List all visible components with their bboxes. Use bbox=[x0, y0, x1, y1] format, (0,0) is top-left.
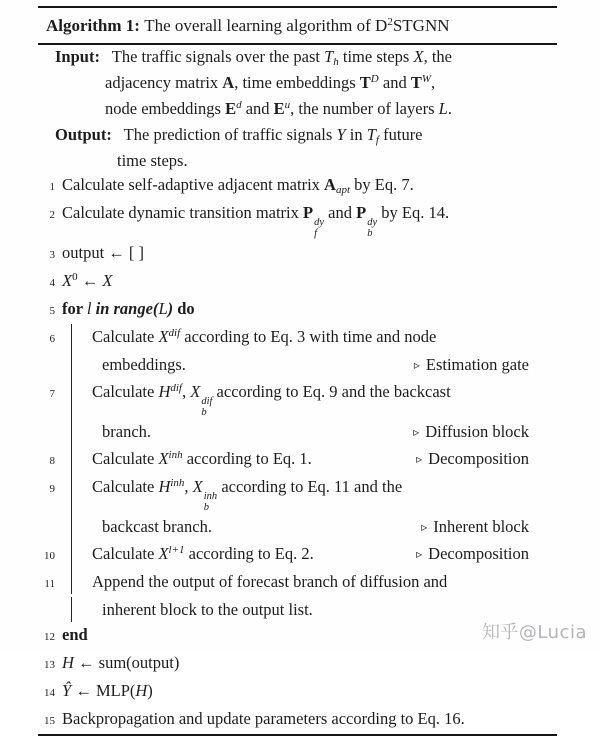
math-symbol: d bbox=[236, 99, 242, 111]
algo-line-11 bbox=[38, 569, 557, 597]
text-run: Output: bbox=[55, 125, 112, 144]
algo-line-1 bbox=[38, 172, 557, 200]
math-symbol: u bbox=[284, 99, 291, 111]
text-run: future bbox=[378, 125, 423, 144]
line-body bbox=[71, 541, 529, 569]
line-body bbox=[71, 569, 529, 594]
math-symbol: A bbox=[324, 175, 336, 194]
math-symbol: in bbox=[95, 299, 114, 318]
text-run: branch. bbox=[102, 422, 152, 441]
line-text bbox=[102, 352, 186, 377]
line-body bbox=[55, 268, 529, 296]
line-number: 9 bbox=[49, 483, 55, 495]
math-symbol: H bbox=[135, 681, 148, 700]
line-text bbox=[62, 200, 449, 240]
math-symbol: f bbox=[375, 134, 379, 146]
line-text bbox=[92, 379, 451, 419]
text-run: end bbox=[62, 625, 88, 644]
math-symbol: L bbox=[158, 299, 168, 318]
line-text bbox=[105, 73, 435, 92]
math-symbol: H bbox=[158, 382, 171, 401]
text-run: according to Eq. 1. bbox=[182, 449, 312, 468]
math-symbol: X bbox=[102, 271, 113, 290]
algo-line-8 bbox=[38, 446, 557, 474]
text-run: The prediction of traffic signals bbox=[119, 125, 337, 144]
text-run: according to Eq. 9 and the backcast bbox=[212, 382, 451, 401]
math-symbol: X bbox=[413, 47, 424, 66]
math-symbol: h bbox=[333, 56, 339, 68]
math-stack: dy f bbox=[314, 217, 325, 239]
text-run: , bbox=[181, 382, 191, 401]
line-text bbox=[92, 541, 314, 569]
inline-comment bbox=[413, 419, 529, 446]
math-symbol: Ŷ bbox=[62, 681, 72, 700]
text-run: , the number of layers bbox=[290, 99, 439, 118]
comment-triangle-icon: ▹ bbox=[413, 358, 420, 372]
line-body bbox=[71, 446, 529, 474]
inline-comment bbox=[416, 446, 529, 473]
math-symbol: 2 bbox=[387, 16, 393, 28]
math-symbol: X bbox=[158, 327, 169, 346]
text-run: Calculate dynamic transition matrix bbox=[62, 203, 304, 222]
text-run: , bbox=[184, 477, 193, 496]
text-run: Calculate bbox=[92, 449, 159, 468]
text-run: ← bbox=[77, 271, 103, 290]
line-body bbox=[55, 622, 529, 647]
math-symbol: T bbox=[410, 73, 422, 92]
text-run: Append the output of forecast branch of diffusion and bbox=[92, 572, 448, 591]
text-run: time steps bbox=[338, 47, 414, 66]
comment-triangle-icon: ▹ bbox=[416, 452, 423, 466]
comment-triangle-icon: ▹ bbox=[421, 520, 428, 534]
algo-line-13 bbox=[38, 650, 557, 678]
algo-line-4 bbox=[38, 268, 557, 296]
text-run: and bbox=[324, 203, 357, 222]
line-body bbox=[71, 419, 529, 446]
math-symbol: D bbox=[370, 73, 379, 85]
text-run: adjacency matrix bbox=[105, 73, 223, 92]
line-body bbox=[71, 324, 529, 352]
text-run: for bbox=[62, 299, 87, 318]
math-symbol: X bbox=[190, 382, 201, 401]
line-text bbox=[102, 597, 313, 622]
line-text bbox=[62, 650, 179, 675]
text-run: backcast branch. bbox=[102, 517, 212, 536]
math-symbol: Y bbox=[336, 125, 346, 144]
algo-line bbox=[38, 97, 557, 123]
line-number: 6 bbox=[49, 333, 55, 345]
line-number: 7 bbox=[49, 388, 55, 400]
text-run: according to Eq. 3 with time and node bbox=[180, 327, 437, 346]
algo-line bbox=[38, 419, 557, 446]
text-run: and bbox=[378, 73, 411, 92]
line-text bbox=[62, 706, 465, 731]
line-text bbox=[92, 474, 402, 514]
math-symbol: H bbox=[158, 477, 171, 496]
text-run: ) bbox=[147, 681, 153, 700]
text-run: and bbox=[241, 99, 274, 118]
math-symbol: l+1 bbox=[168, 544, 185, 556]
line-number: 11 bbox=[44, 578, 55, 590]
inline-comment bbox=[416, 541, 529, 568]
text-run: ← MLP( bbox=[71, 681, 136, 700]
line-number: 8 bbox=[49, 455, 55, 467]
text-run: , bbox=[431, 73, 436, 92]
line-number: 10 bbox=[44, 550, 55, 562]
math-stack: dy b bbox=[367, 217, 378, 239]
algorithm-rows bbox=[38, 45, 557, 734]
inline-comment bbox=[414, 352, 529, 379]
math-symbol: dif bbox=[170, 382, 182, 394]
line-number: 14 bbox=[44, 687, 55, 699]
text-run: . bbox=[447, 99, 452, 118]
math-symbol: X bbox=[158, 544, 169, 563]
line-body bbox=[55, 240, 529, 265]
algo-line-5 bbox=[38, 296, 557, 324]
comment-text: Inherent block bbox=[433, 517, 529, 536]
text-run: Calculate bbox=[92, 327, 159, 346]
algo-line-12 bbox=[38, 622, 557, 650]
line-text bbox=[62, 678, 153, 703]
line-text bbox=[62, 268, 112, 296]
line-number: 2 bbox=[49, 209, 55, 221]
text-run: Calculate self-adaptive adjacent matrix bbox=[62, 175, 325, 194]
math-symbol: T bbox=[366, 125, 376, 144]
text-run: do bbox=[173, 299, 195, 318]
text-run: node embeddings bbox=[105, 99, 226, 118]
line-text bbox=[55, 125, 423, 144]
text-run: Input: bbox=[55, 47, 100, 66]
math-symbol: dif bbox=[168, 327, 181, 339]
text-run: , time embeddings bbox=[234, 73, 360, 92]
math-symbol: A bbox=[222, 73, 235, 92]
line-text bbox=[92, 569, 447, 594]
line-text bbox=[62, 622, 88, 647]
math-symbol: W bbox=[421, 73, 432, 85]
line-body bbox=[55, 200, 529, 240]
line-number: 5 bbox=[49, 305, 55, 317]
text-run: STGNN bbox=[392, 16, 450, 35]
comment-triangle-icon: ▹ bbox=[413, 425, 420, 439]
line-text bbox=[92, 446, 312, 474]
algo-line-10 bbox=[38, 541, 557, 569]
line-number: 15 bbox=[44, 715, 55, 727]
math-symbol: T bbox=[324, 47, 334, 66]
text-run: ← sum(output) bbox=[73, 653, 180, 672]
comment-text: Estimation gate bbox=[425, 355, 529, 374]
math-stack: dif b bbox=[201, 396, 213, 418]
algo-line-3 bbox=[38, 240, 557, 268]
comment-text: Decomposition bbox=[428, 449, 529, 468]
math-symbol: E bbox=[225, 99, 237, 118]
math-symbol: ) bbox=[167, 299, 174, 318]
algo-line bbox=[38, 514, 557, 541]
text-run: Calculate bbox=[92, 382, 159, 401]
text-run: time steps. bbox=[117, 151, 188, 170]
algo-line-6 bbox=[38, 324, 557, 352]
math-symbol: X bbox=[62, 271, 73, 290]
line-body bbox=[71, 514, 529, 541]
algo-line bbox=[38, 352, 557, 379]
line-body bbox=[71, 379, 529, 419]
math-symbol: inh bbox=[170, 477, 185, 489]
algo-line bbox=[38, 45, 557, 71]
line-text bbox=[92, 324, 436, 352]
algo-line bbox=[38, 123, 557, 149]
text-run: Backpropagation and update parameters according to Eq. 16. bbox=[62, 709, 465, 728]
math-stack: inh b bbox=[203, 491, 218, 513]
line-body bbox=[71, 474, 529, 514]
math-symbol: inh bbox=[168, 449, 183, 461]
algo-line bbox=[38, 71, 557, 97]
line-number: 13 bbox=[44, 659, 55, 671]
algo-line bbox=[38, 149, 557, 172]
algo-line-9 bbox=[38, 474, 557, 514]
line-text bbox=[117, 151, 188, 170]
math-symbol: P bbox=[303, 203, 314, 222]
line-text bbox=[62, 296, 195, 321]
inline-comment bbox=[421, 514, 529, 541]
math-symbol: T bbox=[359, 73, 371, 92]
line-body bbox=[71, 597, 529, 622]
algo-line-2 bbox=[38, 200, 557, 240]
math-symbol: P bbox=[356, 203, 367, 222]
text-run: embeddings. bbox=[102, 355, 186, 374]
line-text bbox=[102, 514, 212, 539]
line-body bbox=[71, 352, 529, 379]
line-number: 1 bbox=[49, 181, 55, 193]
text-run: The traffic signals over the past bbox=[107, 47, 325, 66]
line-text bbox=[105, 99, 452, 118]
text-run: by Eq. 14. bbox=[377, 203, 450, 222]
text-run: according to Eq. 2. bbox=[184, 544, 314, 563]
text-run: according to Eq. 11 and the bbox=[217, 477, 403, 496]
line-number: 4 bbox=[49, 277, 55, 289]
algo-line-14 bbox=[38, 678, 557, 706]
algo-line-15 bbox=[38, 706, 557, 734]
algo-line-7 bbox=[38, 379, 557, 419]
math-symbol: 0 bbox=[72, 271, 78, 283]
comment-triangle-icon: ▹ bbox=[416, 547, 423, 561]
math-symbol: apt bbox=[335, 184, 351, 196]
math-symbol: range( bbox=[113, 299, 159, 318]
math-symbol: L bbox=[438, 99, 448, 118]
line-body bbox=[55, 678, 529, 703]
line-body bbox=[55, 296, 529, 321]
line-body bbox=[55, 172, 529, 200]
text-run: The overall learning algorithm of D bbox=[144, 16, 388, 35]
line-number: 3 bbox=[49, 249, 55, 261]
text-run: Calculate bbox=[92, 544, 159, 563]
math-symbol: l bbox=[86, 299, 96, 318]
math-symbol: H bbox=[62, 653, 74, 672]
line-body bbox=[55, 650, 529, 675]
algo-line bbox=[38, 597, 557, 622]
math-symbol: X bbox=[158, 449, 169, 468]
text-run: Calculate bbox=[92, 477, 159, 496]
watermark: 知乎@Lucia bbox=[481, 622, 587, 643]
text-run: by Eq. 7. bbox=[350, 175, 414, 194]
line-text bbox=[62, 172, 414, 200]
line-text bbox=[102, 419, 151, 444]
line-number: 12 bbox=[44, 631, 55, 643]
algorithm-title bbox=[38, 8, 557, 43]
math-symbol: X bbox=[192, 477, 203, 496]
math-symbol: E bbox=[273, 99, 285, 118]
comment-text: Diffusion block bbox=[425, 422, 529, 441]
text-run: output ← [ ] bbox=[62, 243, 145, 262]
line-body bbox=[55, 706, 529, 731]
text-run: Algorithm 1: bbox=[46, 16, 145, 35]
text-run: in bbox=[345, 125, 367, 144]
text-run: , the bbox=[423, 47, 452, 66]
comment-text: Decomposition bbox=[428, 544, 529, 563]
line-text bbox=[55, 47, 452, 66]
text-run: inherent block to the output list. bbox=[102, 600, 313, 619]
line-text bbox=[62, 240, 144, 265]
